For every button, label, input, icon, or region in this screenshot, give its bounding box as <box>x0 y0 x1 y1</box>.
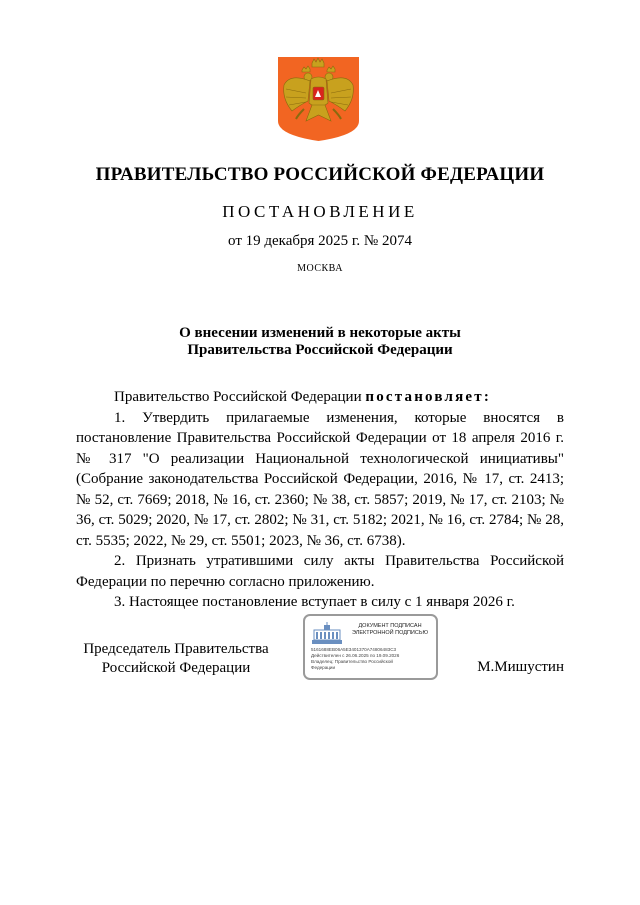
stamp-details <box>311 647 399 671</box>
government-title: ПРАВИТЕЛЬСТВО РОССИЙСКОЙ ФЕДЕРАЦИИ <box>95 164 545 185</box>
signer-position-line-2: Российской Федерации <box>101 660 251 676</box>
stamp-owner-line-1: Владелец: Правительство Российской <box>311 659 393 664</box>
item-3-paragraph: 3. Настоящее постановление вступает в силу с 1 января 2026 г. <box>114 594 515 610</box>
stamp-validity: Действителен с 26.06.2025 по 19.09.2026 <box>311 653 400 658</box>
signer-name: М.Мишустин <box>477 659 564 675</box>
stamp-owner-line-2: Федерации <box>311 665 336 670</box>
document-type: ПОСТАНОВЛЕНИЕ <box>222 202 418 221</box>
intro-prefix: Правительство Российской Федерации <box>114 389 362 405</box>
electronic-signature-stamp <box>303 614 438 680</box>
document-city: МОСКВА <box>297 263 343 274</box>
document-body <box>76 387 564 613</box>
item-1-paragraph: 1. Утвердить прилагаемые изменения, которые вносятся в постановление Правительства Российской Федерации от 18 апреля 2016 г. № 317 "О реализации Национальной технологической инициативы" (Собрание законодательства Российской Федерации, 2016, № 17, ст. 2413; № 52, ст. 7669; 2018, № 16, ст. 2360; № 38, ст. 5857; 2019, № 17, ст. 2103; № 36, ст. 5029; 2020, № 17, ст. 2802; № 31, ст. 5182; 2021, № 16, ст. 2784; № 28, ст. 5535; 2022, № 29, ст. 5501; 2023, № 36, ст. 6738). <box>76 409 564 549</box>
document-date-number: от 19 декабря 2025 г. № 2074 <box>228 233 412 249</box>
stamp-title-line-1: ДОКУМЕНТ ПОДПИСАН <box>358 623 422 629</box>
signer-position <box>76 640 276 678</box>
item-2-paragraph: 2. Признать утратившими силу акты Правительства Российской Федерации по перечню согласно приложению. <box>76 553 564 590</box>
stamp-certificate: 5161688EB06A5E3401370A74806483C3 <box>311 647 397 652</box>
document-subject <box>0 325 640 359</box>
signer-position-line-1: Председатель Правительства <box>83 641 269 657</box>
intro-verb: постановляет: <box>365 389 492 405</box>
intro-paragraph <box>76 387 564 408</box>
stamp-title <box>345 623 435 637</box>
coat-of-arms-emblem <box>276 55 361 142</box>
subject-line-1: О внесении изменений в некоторые акты <box>179 325 461 341</box>
government-building-icon <box>312 622 342 644</box>
subject-line-2: Правительства Российской Федерации <box>187 342 453 358</box>
stamp-title-line-2: ЭЛЕКТРОННОЙ ПОДПИСЬЮ <box>351 630 429 636</box>
